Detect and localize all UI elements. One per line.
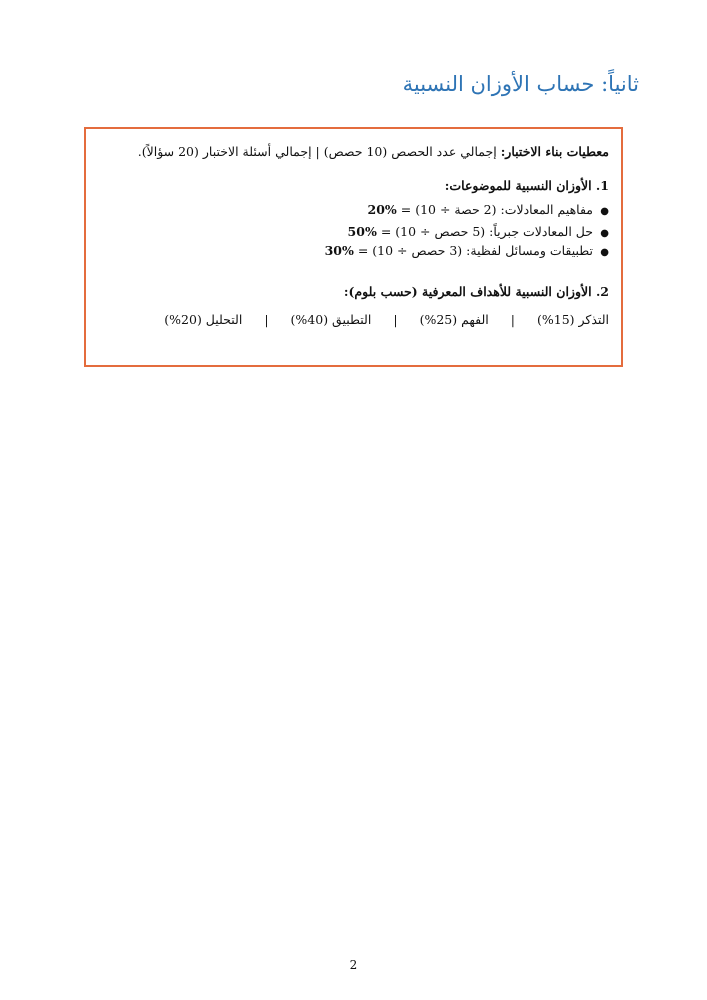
bloom-level-remember: التذكر (15%) [537,312,609,327]
separator: | [393,312,398,327]
topic-calculation: (5 حصص ÷ 10) = [380,224,486,239]
topic-name: تطبيقات ومسائل لفظية: [466,243,594,258]
topic-result: 20% [367,202,397,217]
list-item [98,242,609,261]
test-data-lead: معطيات بناء الاختبار: [500,144,609,159]
bullet-icon: ● [600,206,609,217]
bloom-levels-row [98,311,609,329]
list-item [98,223,609,242]
calculation-box [84,127,623,367]
separator: | [510,312,515,327]
topic-name: حل المعادلات جبرياً: [489,224,594,239]
bullet-icon: ● [600,228,609,239]
test-data-details: إجمالي عدد الحصص (10 حصص) | إجمالي أسئلة الاختبار (20 سؤالاً). [137,144,501,159]
topic-calculation: (2 حصة ÷ 10) = [400,202,497,217]
bloom-level-understand: الفهم (25%) [419,312,489,327]
bloom-level-apply: التطبيق (40%) [290,312,372,327]
objectives-weights-heading: 2. الأوزان النسبية للأهداف المعرفية (حسب بلوم): [343,284,609,299]
page-number: 2 [349,958,358,972]
list-item [98,201,609,220]
topics-list [98,201,609,261]
topic-result: 30% [324,243,354,258]
test-data-line [98,143,609,161]
bloom-level-analyze: التحليل (20%) [164,312,243,327]
page-title: ثانياً: حساب الأوزان النسبية [402,72,639,96]
topic-calculation: (3 حصص ÷ 10) = [357,243,463,258]
bullet-icon: ● [600,247,609,258]
topic-name: مفاهيم المعادلات: [500,202,594,217]
topic-result: 50% [347,224,377,239]
topics-weights-heading: 1. الأوزان النسبية للموضوعات: [444,178,609,193]
separator: | [264,312,269,327]
